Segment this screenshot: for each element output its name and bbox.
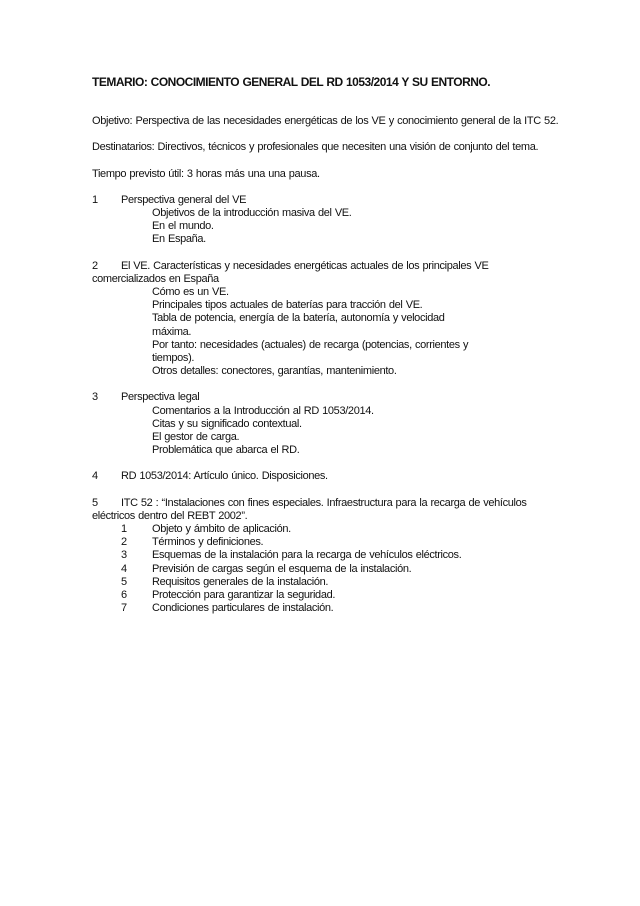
item-number: 2 <box>121 536 127 549</box>
section-items <box>92 286 472 378</box>
item-number: 6 <box>121 589 127 602</box>
section-title: RD 1053/2014: Artículo único. Disposiciones. <box>121 470 328 483</box>
list-item <box>92 523 562 536</box>
section-3 <box>92 391 562 457</box>
list-item: Comentarios a la Introducción al RD 1053/2014. <box>152 404 374 417</box>
list-item: En España. <box>152 233 206 246</box>
item-text: Requisitos generales de la instalación. <box>152 575 329 588</box>
list-item: Principales tipos actuales de baterías para tracción del VE. <box>152 299 423 312</box>
list-item <box>92 576 562 589</box>
list-item: Problemática que abarca el RD. <box>152 444 300 457</box>
list-item: Por tanto: necesidades (actuales) de recarga (potencias, corrientes y tiempos). <box>152 338 469 365</box>
tiempo-text: Tiempo previsto útil: 3 horas más una una pausa. <box>92 167 320 180</box>
item-number: 4 <box>121 562 127 575</box>
section-title: ITC 52 : “Instalaciones con fines especiales. Infraestructura para la recarga de vehículos eléctricos dentro del REBT 2002”. <box>92 496 527 522</box>
section-items <box>92 207 472 247</box>
item-number: 7 <box>121 602 127 615</box>
item-number: 1 <box>121 523 127 536</box>
item-text: Previsión de cargas según el esquema de la instalación. <box>152 562 412 575</box>
list-item: Otros detalles: conectores, garantías, mantenimiento. <box>152 365 397 378</box>
item-text: Esquemas de la instalación para la recarga de vehículos eléctricos. <box>152 549 462 562</box>
section-title: Perspectiva general del VE <box>121 193 247 206</box>
section-4 <box>92 470 562 483</box>
list-item <box>92 536 562 549</box>
list-item <box>92 549 562 562</box>
section-number: 2 <box>92 259 98 272</box>
item-text: Objeto y ámbito de aplicación. <box>152 523 291 536</box>
section-number: 5 <box>92 496 98 509</box>
section-number: 4 <box>92 470 98 483</box>
list-item <box>92 602 562 615</box>
item-text: Protección para garantizar la seguridad. <box>152 589 336 602</box>
section-numbered-items <box>92 523 562 615</box>
item-text: Términos y definiciones. <box>152 536 264 549</box>
list-item: Objetivos de la introducción masiva del VE. <box>152 207 352 220</box>
document-title: TEMARIO: CONOCIMIENTO GENERAL DEL RD 1053/2014 Y SU ENTORNO. <box>92 75 491 89</box>
list-item: El gestor de carga. <box>152 431 240 444</box>
document-content <box>92 76 562 629</box>
section-number: 3 <box>92 391 98 404</box>
item-number: 3 <box>121 549 127 562</box>
section-title: El VE. Características y necesidades energéticas actuales de los principales VE comercializados en España <box>92 259 489 285</box>
section-items <box>92 405 472 458</box>
item-text: Condiciones particulares de instalación. <box>152 602 334 615</box>
list-item: Citas y su significado contextual. <box>152 417 302 430</box>
section-number: 1 <box>92 193 98 206</box>
list-item <box>92 563 562 576</box>
section-1 <box>92 194 562 247</box>
list-item: Tabla de potencia, energía de la batería, autonomía y velocidad máxima. <box>152 312 445 338</box>
section-5 <box>92 497 562 616</box>
section-2 <box>92 260 562 379</box>
list-item: Cómo es un VE. <box>152 286 229 299</box>
list-item: En el mundo. <box>152 220 214 233</box>
list-item <box>92 589 562 602</box>
section-title: Perspectiva legal <box>121 391 200 404</box>
objetivo-text: Objetivo: Perspectiva de las necesidades energéticas de los VE y conocimiento general de la ITC 52. <box>92 115 559 128</box>
item-number: 5 <box>121 575 127 588</box>
destinatarios-text: Destinatarios: Directivos, técnicos y profesionales que necesiten una visión de conjunto del tema. <box>92 141 539 154</box>
